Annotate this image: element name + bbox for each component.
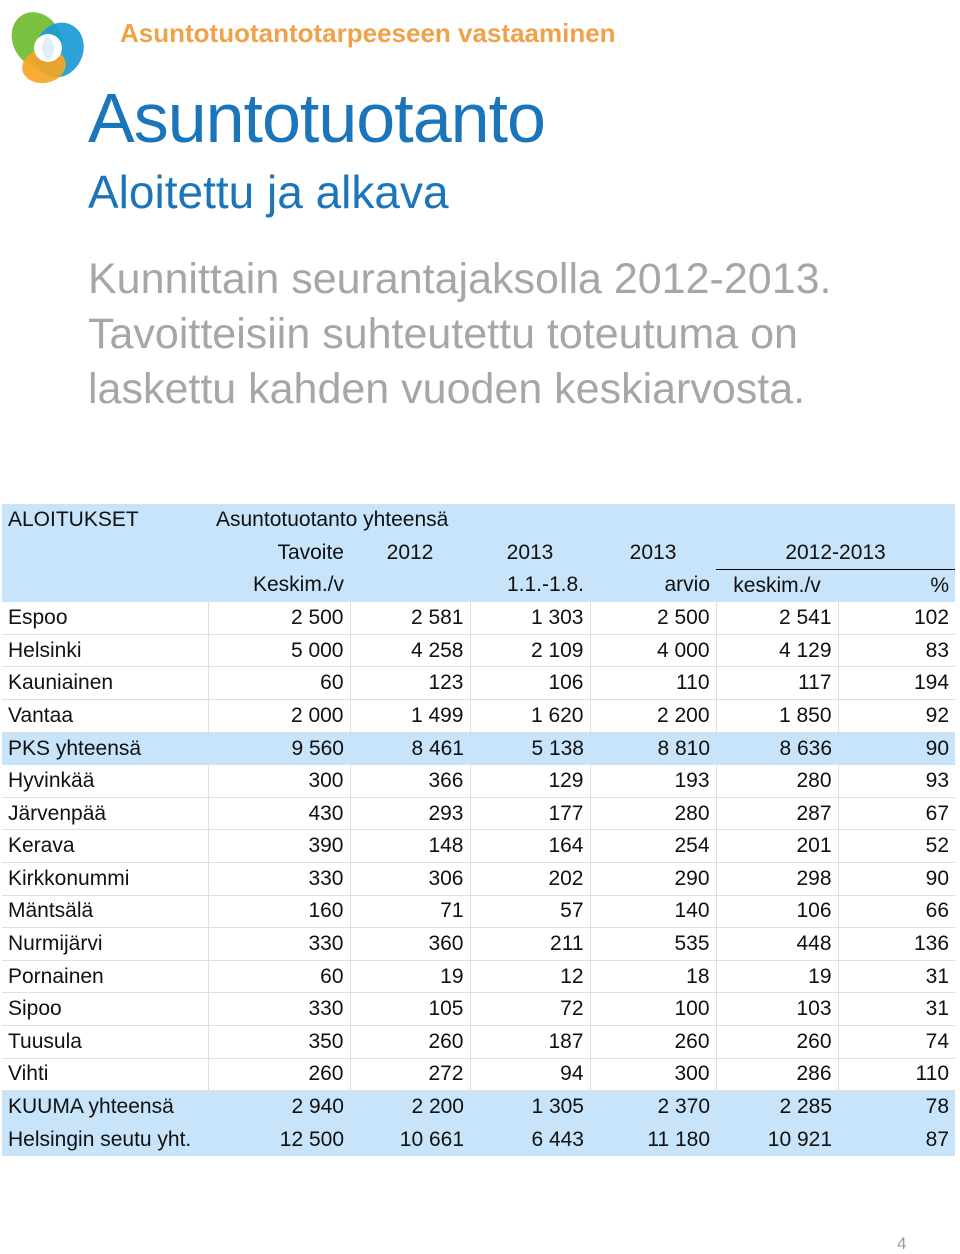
column-header: 2012-2013: [716, 537, 955, 570]
table-cell: 2 000: [208, 700, 350, 733]
table-cell: 430: [208, 797, 350, 830]
table-cell: 4 000: [590, 634, 716, 667]
table-cell: 148: [350, 830, 470, 863]
table-row: [2, 667, 955, 700]
table-cell: 31: [838, 960, 955, 993]
row-label: Tuusula: [2, 1026, 208, 1059]
table-cell: 272: [350, 1058, 470, 1091]
table-cell: 1 499: [350, 700, 470, 733]
column-header: 1.1.-1.8.: [470, 569, 590, 602]
table-cell: 90: [838, 732, 955, 765]
table-cell: 66: [838, 895, 955, 928]
table-cell: 260: [590, 1026, 716, 1059]
table-cell: 102: [838, 602, 955, 635]
table-row: [2, 797, 955, 830]
table-cell: 18: [590, 960, 716, 993]
column-header: Tavoite: [208, 537, 350, 570]
table-cell: 2 285: [716, 1091, 838, 1124]
table-cell: 306: [350, 863, 470, 896]
table-cell: 254: [590, 830, 716, 863]
table-cell: 110: [590, 667, 716, 700]
row-label: Järvenpää: [2, 797, 208, 830]
column-header: keskim./v: [716, 569, 838, 602]
table-cell: 366: [350, 765, 470, 798]
table-cell: 10 921: [716, 1123, 838, 1156]
page-subtitle: Aloitettu ja alkava: [88, 166, 449, 218]
table-cell: 6 443: [470, 1123, 590, 1156]
table-row: [2, 765, 955, 798]
table-row: [2, 928, 955, 961]
table-cell: 211: [470, 928, 590, 961]
row-label: Hyvinkää: [2, 765, 208, 798]
row-label: Vihti: [2, 1058, 208, 1091]
table-cell: 31: [838, 993, 955, 1026]
row-label: PKS yhteensä: [2, 732, 208, 765]
housing-table: [2, 504, 955, 1156]
table-cell: 187: [470, 1026, 590, 1059]
table-cell: 202: [470, 863, 590, 896]
column-header: 2013: [470, 537, 590, 570]
row-label: Sipoo: [2, 993, 208, 1026]
table-cell: 67: [838, 797, 955, 830]
table-header-row: [2, 504, 955, 537]
table-header-row: [2, 569, 955, 602]
table-cell: 72: [470, 993, 590, 1026]
table-cell: 350: [208, 1026, 350, 1059]
table-cell: 177: [470, 797, 590, 830]
table-cell: 87: [838, 1123, 955, 1156]
table-cell: 10 661: [350, 1123, 470, 1156]
table-cell: 94: [470, 1058, 590, 1091]
description-line: Kunnittain seurantajaksolla 2012-2013.: [88, 255, 832, 303]
table-cell: 260: [350, 1026, 470, 1059]
table-row: [2, 895, 955, 928]
table-cell: 103: [716, 993, 838, 1026]
table-header-row: [2, 537, 955, 570]
table-cell: 11 180: [590, 1123, 716, 1156]
row-label: Espoo: [2, 602, 208, 635]
row-label: KUUMA yhteensä: [2, 1091, 208, 1124]
row-label: Helsingin seutu yht.: [2, 1123, 208, 1156]
table-row: [2, 1058, 955, 1091]
page-title: Asuntotuotanto: [88, 79, 545, 157]
table-cell: 280: [716, 765, 838, 798]
table-cell: 448: [716, 928, 838, 961]
row-label: Kirkkonummi: [2, 863, 208, 896]
table-cell: 106: [470, 667, 590, 700]
row-label: Kerava: [2, 830, 208, 863]
column-header: %: [838, 569, 955, 602]
header-title: Asuntotuotantotarpeeseen vastaaminen: [120, 18, 616, 48]
table-cell: 4 129: [716, 634, 838, 667]
table-cell: 78: [838, 1091, 955, 1124]
column-header: 2013: [590, 537, 716, 570]
column-header: [350, 569, 470, 602]
table-cell: 2 940: [208, 1091, 350, 1124]
table-cell: 12: [470, 960, 590, 993]
column-header: Keskim./v: [208, 569, 350, 602]
description: [88, 252, 948, 417]
row-label: Mäntsälä: [2, 895, 208, 928]
table-cell: 1 305: [470, 1091, 590, 1124]
table-cell: 193: [590, 765, 716, 798]
table-cell: 8 810: [590, 732, 716, 765]
table-row: [2, 863, 955, 896]
row-label: Vantaa: [2, 700, 208, 733]
table-cell: 390: [208, 830, 350, 863]
table-cell: 2 581: [350, 602, 470, 635]
description-line: laskettu kahden vuoden keskiarvosta.: [88, 365, 806, 413]
table-cell: 136: [838, 928, 955, 961]
table-cell: 12 500: [208, 1123, 350, 1156]
table-row: [2, 1026, 955, 1059]
table-row: [2, 700, 955, 733]
table-row: [2, 602, 955, 635]
table-row-aggregate: [2, 1123, 955, 1156]
table-cell: 9 560: [208, 732, 350, 765]
table-cell: 52: [838, 830, 955, 863]
table-cell: 2 500: [590, 602, 716, 635]
logo-icon: [4, 4, 92, 92]
table-cell: 110: [838, 1058, 955, 1091]
table-cell: 19: [716, 960, 838, 993]
table-cell: 74: [838, 1026, 955, 1059]
table-cell: 287: [716, 797, 838, 830]
table-cell: 260: [716, 1026, 838, 1059]
table-cell: 300: [208, 765, 350, 798]
table-cell: 60: [208, 667, 350, 700]
table-cell: 286: [716, 1058, 838, 1091]
table-cell: 164: [470, 830, 590, 863]
table-cell: 330: [208, 928, 350, 961]
table-cell: 105: [350, 993, 470, 1026]
table-row-aggregate: [2, 732, 955, 765]
table-cell: 123: [350, 667, 470, 700]
row-label: Kauniainen: [2, 667, 208, 700]
table-cell: 160: [208, 895, 350, 928]
table-cell: 535: [590, 928, 716, 961]
column-header: 2012: [350, 537, 470, 570]
table-cell: 140: [590, 895, 716, 928]
table-row: [2, 830, 955, 863]
table-cell: 60: [208, 960, 350, 993]
column-header: arvio: [590, 569, 716, 602]
row-label: Helsinki: [2, 634, 208, 667]
table-cell: 2 500: [208, 602, 350, 635]
table-cell: 2 109: [470, 634, 590, 667]
table-cell: 360: [350, 928, 470, 961]
table-cell: 19: [350, 960, 470, 993]
row-label: Nurmijärvi: [2, 928, 208, 961]
table-cell: 1 620: [470, 700, 590, 733]
group-label: Asuntotuotanto yhteensä: [208, 504, 716, 537]
table-cell: 8 461: [350, 732, 470, 765]
table-cell: 260: [208, 1058, 350, 1091]
table-cell: 83: [838, 634, 955, 667]
description-line: Tavoitteisiin suhteutettu toteutuma on: [88, 310, 798, 358]
table-row: [2, 993, 955, 1026]
table-cell: 2 541: [716, 602, 838, 635]
table-cell: 4 258: [350, 634, 470, 667]
table-cell: 194: [838, 667, 955, 700]
table-row-aggregate: [2, 1091, 955, 1124]
table-cell: 117: [716, 667, 838, 700]
table-row: [2, 634, 955, 667]
table-cell: 293: [350, 797, 470, 830]
table-cell: 2 370: [590, 1091, 716, 1124]
table-cell: 330: [208, 993, 350, 1026]
table-cell: 1 850: [716, 700, 838, 733]
table-cell: 330: [208, 863, 350, 896]
table-cell: 1 303: [470, 602, 590, 635]
table-cell: 5 000: [208, 634, 350, 667]
row-label: Pornainen: [2, 960, 208, 993]
table-cell: 201: [716, 830, 838, 863]
table-cell: 90: [838, 863, 955, 896]
table-cell: 2 200: [350, 1091, 470, 1124]
table-cell: 298: [716, 863, 838, 896]
table-cell: 290: [590, 863, 716, 896]
table-row: [2, 960, 955, 993]
table-cell: 5 138: [470, 732, 590, 765]
table-cell: 57: [470, 895, 590, 928]
page-number: 4: [897, 1234, 907, 1253]
section-label: ALOITUKSET: [2, 504, 208, 537]
table-cell: 100: [590, 993, 716, 1026]
table-cell: 93: [838, 765, 955, 798]
table-cell: 2 200: [590, 700, 716, 733]
table-cell: 8 636: [716, 732, 838, 765]
table-cell: 129: [470, 765, 590, 798]
table-cell: 71: [350, 895, 470, 928]
table-cell: 92: [838, 700, 955, 733]
table-cell: 300: [590, 1058, 716, 1091]
table-cell: 280: [590, 797, 716, 830]
table-cell: 106: [716, 895, 838, 928]
